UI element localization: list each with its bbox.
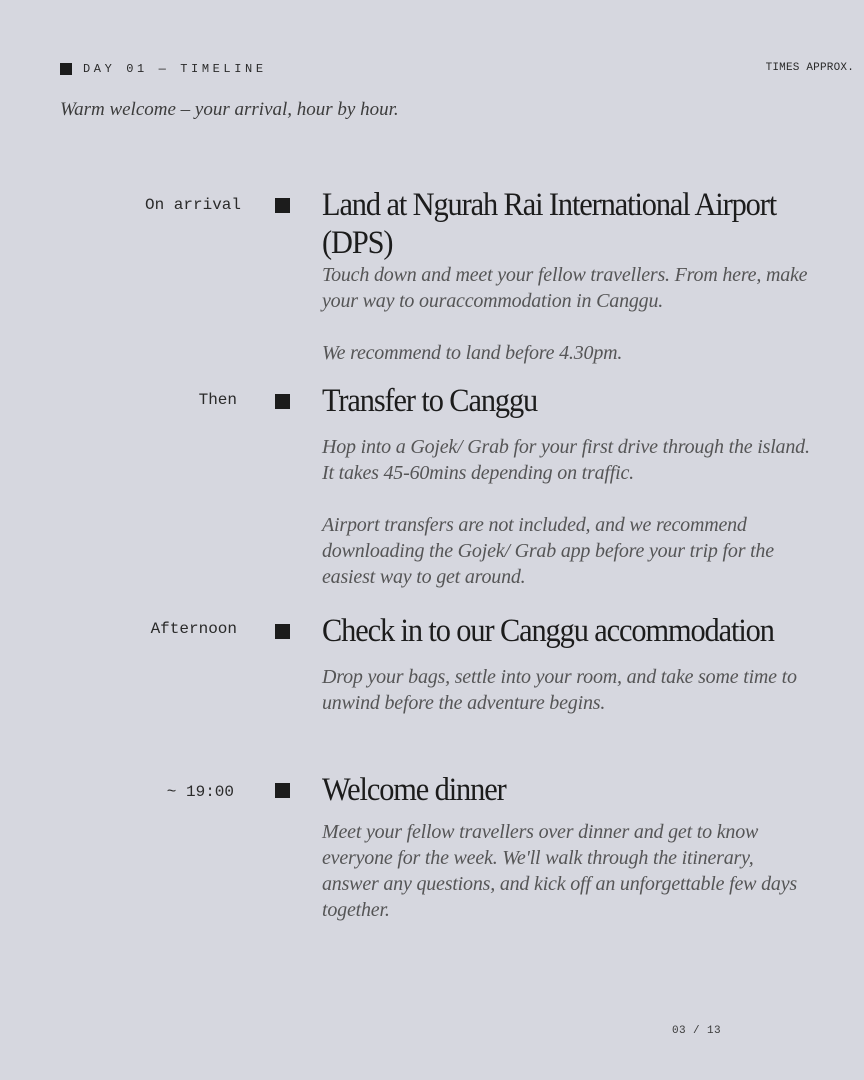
- timeline-title: Check in to our Canggu accommodation: [322, 613, 774, 649]
- timeline-content: [322, 612, 812, 716]
- timeline-description: [322, 819, 812, 923]
- timeline-paragraph: Touch down and meet your fellow travellers. From here, make your way to ouraccommodation in Canggu.: [322, 264, 808, 312]
- timeline-time: Then: [198, 391, 237, 409]
- timeline-title: Transfer to Canggu: [322, 383, 538, 419]
- timeline-bullet-icon: [275, 198, 290, 213]
- timeline-bullet-icon: [275, 394, 290, 409]
- timeline-description: [322, 434, 812, 590]
- timeline-content: [322, 186, 812, 366]
- timeline-content: [322, 771, 812, 923]
- timeline-paragraph: We recommend to land before 4.30pm.: [322, 342, 623, 364]
- page-number: 03 / 13: [672, 1025, 722, 1037]
- timeline-time: ~ 19:00: [166, 783, 234, 801]
- timeline-paragraph: Drop your bags, settle into your room, and take some time to unwind before the adventure begins.: [322, 666, 797, 714]
- section-label: DAY 01 — TIMELINE: [83, 62, 267, 76]
- timeline-paragraph: Airport transfers are not included, and we recommend downloading the Gojek/ Grab app before your trip for the easiest way to get around.: [322, 514, 774, 588]
- timeline-time: On arrival: [144, 196, 241, 214]
- timeline-title: Welcome dinner: [322, 772, 506, 808]
- timeline-bullet-icon: [275, 783, 290, 798]
- timeline-bullet-icon: [275, 624, 290, 639]
- timeline-description: [322, 664, 812, 716]
- timeline-paragraph: Meet your fellow travellers over dinner and get to know everyone for the week. We'll walk through the itinerary, answer any questions, and kick off an unforgettable few days together.: [322, 821, 797, 921]
- page-subtitle: Warm welcome – your arrival, hour by hour.: [60, 99, 399, 120]
- times-approx-note: TIMES APPROX.: [765, 62, 854, 74]
- timeline-description: [322, 262, 812, 366]
- timeline-content: [322, 382, 812, 590]
- section-header: [60, 62, 267, 76]
- timeline-paragraph: Hop into a Gojek/ Grab for your first drive through the island. It takes 45-60mins depending on traffic.: [322, 436, 810, 484]
- header-square-icon: [60, 63, 72, 75]
- timeline-time: Afternoon: [150, 620, 237, 638]
- timeline-title: Land at Ngurah Rai International Airport (DPS): [322, 187, 777, 261]
